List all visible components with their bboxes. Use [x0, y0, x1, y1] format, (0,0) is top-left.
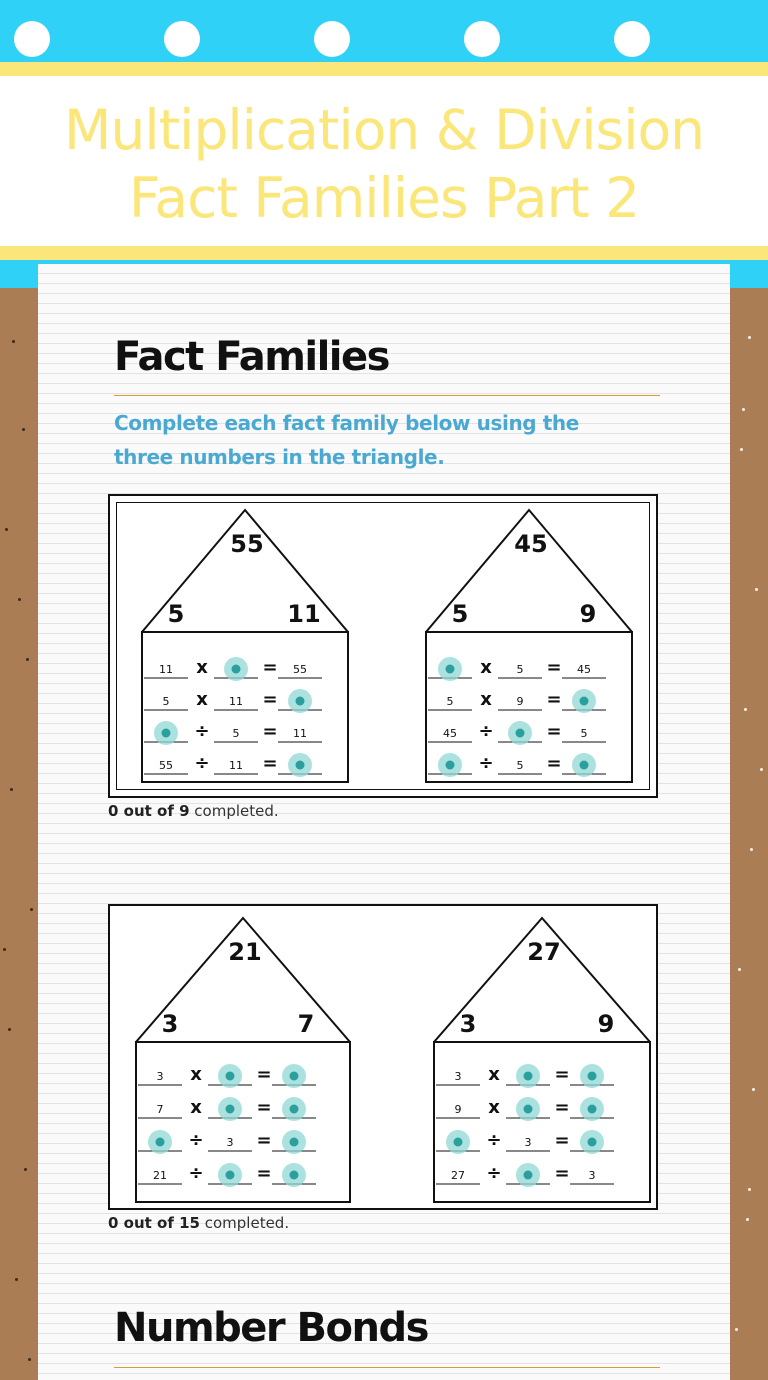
equals-symbol: =	[554, 1064, 570, 1085]
drop-target-dot	[226, 1105, 235, 1114]
drop-target-dot	[162, 729, 171, 738]
equation-row	[436, 1064, 614, 1088]
equation-number: 5	[580, 727, 588, 740]
equation-number: 45	[443, 727, 457, 740]
triangle-right-number: 9	[597, 1010, 615, 1038]
fact-family-worksheet-1	[108, 494, 658, 798]
equation-number: 5	[516, 663, 524, 676]
equation-number: 5	[446, 695, 454, 708]
equals-symbol: =	[554, 1130, 570, 1151]
answer-drop-target[interactable]	[224, 657, 248, 681]
cork-speckle	[748, 1188, 751, 1191]
drop-target-dot	[446, 761, 455, 770]
drop-target-dot	[226, 1171, 235, 1180]
equation-number: 11	[159, 663, 173, 676]
answer-drop-target[interactable]	[438, 657, 462, 681]
operator-symbol: x	[196, 689, 208, 710]
cork-speckle	[750, 848, 753, 851]
equals-symbol: =	[546, 753, 562, 774]
equals-symbol: =	[546, 721, 562, 742]
answer-drop-target[interactable]	[282, 1064, 306, 1088]
fact-family-house	[426, 510, 632, 782]
drop-target-dot	[580, 761, 589, 770]
cork-speckle	[744, 708, 747, 711]
cork-speckle	[746, 1218, 749, 1221]
cork-speckle	[735, 1328, 738, 1331]
equation-number: 11	[293, 727, 307, 740]
equals-symbol: =	[262, 689, 278, 710]
equation-row	[144, 689, 322, 713]
operator-symbol: ÷	[194, 753, 210, 774]
equation-number: 27	[451, 1169, 465, 1182]
drop-target-dot	[290, 1072, 299, 1081]
equation-row	[138, 1163, 316, 1187]
operator-symbol: x	[196, 657, 208, 678]
operator-symbol: ÷	[486, 1163, 502, 1184]
cork-speckle	[30, 908, 33, 911]
drop-target-dot	[156, 1138, 165, 1147]
section-divider	[114, 395, 660, 396]
section-heading-number-bonds: Number Bonds	[114, 1305, 428, 1351]
drop-target-dot	[232, 665, 241, 674]
drop-target-dot	[454, 1138, 463, 1147]
equals-symbol: =	[546, 657, 562, 678]
cork-speckle	[760, 768, 763, 771]
operator-symbol: x	[480, 689, 492, 710]
answer-drop-target[interactable]	[516, 1064, 540, 1088]
section-heading-fact-families: Fact Families	[114, 334, 389, 380]
triangle-left-number: 5	[451, 600, 469, 628]
answer-drop-target[interactable]	[516, 1097, 540, 1121]
banner-stripe	[0, 62, 768, 76]
completion-count-1: 0 out of 9	[108, 802, 190, 820]
equation-number: 9	[516, 695, 524, 708]
equation-row	[144, 721, 322, 745]
fact-family-worksheet-1-graphic	[110, 496, 656, 796]
fact-family-house	[142, 510, 348, 782]
drop-target-dot	[516, 729, 525, 738]
house-body	[136, 1042, 350, 1202]
section-divider	[114, 1367, 660, 1368]
operator-symbol: ÷	[478, 753, 494, 774]
instructions-line-2: three numbers in the triangle.	[114, 445, 445, 469]
drop-target-dot	[226, 1072, 235, 1081]
instructions-line-1: Complete each fact family below using the	[114, 411, 579, 435]
triangle-left-number: 3	[459, 1010, 477, 1038]
cork-speckle	[738, 968, 741, 971]
equation-number: 9	[454, 1103, 462, 1116]
equation-row	[138, 1130, 316, 1154]
cork-speckle	[12, 340, 15, 343]
answer-drop-target[interactable]	[438, 753, 462, 777]
completion-label-2: completed.	[199, 1214, 290, 1232]
equation-row	[428, 753, 606, 777]
answer-drop-target[interactable]	[218, 1097, 242, 1121]
completion-count-2: 0 out of 15	[108, 1214, 200, 1232]
equation-row	[428, 689, 606, 713]
banner-dot	[614, 21, 650, 57]
equals-symbol: =	[554, 1097, 570, 1118]
answer-drop-target[interactable]	[288, 753, 312, 777]
drop-target-dot	[446, 665, 455, 674]
answer-drop-target[interactable]	[580, 1064, 604, 1088]
triangle-left-number: 5	[167, 600, 185, 628]
operator-symbol: x	[488, 1097, 500, 1118]
equation-row	[436, 1097, 614, 1121]
equation-row	[436, 1130, 614, 1154]
equation-row	[138, 1097, 316, 1121]
drop-target-dot	[588, 1072, 597, 1081]
cork-speckle	[26, 658, 29, 661]
answer-drop-target[interactable]	[580, 1130, 604, 1154]
cork-speckle	[15, 1278, 18, 1281]
equation-number: 55	[293, 663, 307, 676]
answer-drop-target[interactable]	[516, 1163, 540, 1187]
cork-speckle	[5, 528, 8, 531]
triangle-right-number: 7	[297, 1010, 315, 1038]
drop-target-dot	[296, 761, 305, 770]
equation-number: 5	[232, 727, 240, 740]
fact-family-worksheet-2-graphic	[110, 906, 656, 1208]
triangle-right-number: 9	[579, 600, 597, 628]
banner-dot	[164, 21, 200, 57]
cork-speckle	[8, 1028, 11, 1031]
banner-dot	[464, 21, 500, 57]
cork-speckle	[18, 598, 21, 601]
drop-target-dot	[524, 1105, 533, 1114]
instructions	[114, 406, 654, 474]
equals-symbol: =	[256, 1097, 272, 1118]
equation-number: 3	[226, 1136, 234, 1149]
answer-drop-target[interactable]	[282, 1097, 306, 1121]
equation-number: 55	[159, 759, 173, 772]
equals-symbol: =	[554, 1163, 570, 1184]
equation-row	[144, 657, 322, 681]
cork-speckle	[740, 448, 743, 451]
equals-symbol: =	[546, 689, 562, 710]
drop-target-dot	[588, 1105, 597, 1114]
operator-symbol: ÷	[478, 721, 494, 742]
banner-stripe	[0, 246, 768, 260]
drop-target-dot	[290, 1105, 299, 1114]
operator-symbol: x	[190, 1064, 202, 1085]
answer-drop-target[interactable]	[572, 689, 596, 713]
answer-drop-target[interactable]	[282, 1163, 306, 1187]
equation-number: 21	[153, 1169, 167, 1182]
equation-number: 45	[577, 663, 591, 676]
polka-dot-banner	[0, 0, 768, 62]
operator-symbol: ÷	[486, 1130, 502, 1151]
equation-row	[436, 1163, 614, 1187]
operator-symbol: x	[190, 1097, 202, 1118]
drop-target-dot	[580, 697, 589, 706]
drop-target-dot	[588, 1138, 597, 1147]
equation-row	[428, 657, 606, 681]
cork-speckle	[755, 588, 758, 591]
equation-number: 3	[588, 1169, 596, 1182]
cork-speckle	[748, 336, 751, 339]
equation-row	[428, 721, 606, 745]
cork-speckle	[752, 1088, 755, 1091]
drop-target-dot	[524, 1072, 533, 1081]
page-title	[0, 96, 768, 232]
completion-label-1: completed.	[189, 802, 279, 820]
equation-row	[144, 753, 322, 777]
drop-target-dot	[290, 1171, 299, 1180]
answer-drop-target[interactable]	[446, 1130, 470, 1154]
triangle-right-number: 11	[287, 600, 321, 628]
triangle-left-number: 3	[161, 1010, 179, 1038]
operator-symbol: x	[488, 1064, 500, 1085]
answer-drop-target[interactable]	[148, 1130, 172, 1154]
drop-target-dot	[524, 1171, 533, 1180]
triangle-top-number: 55	[230, 530, 264, 558]
drop-target-dot	[290, 1138, 299, 1147]
equals-symbol: =	[256, 1064, 272, 1085]
cork-speckle	[3, 948, 6, 951]
equals-symbol: =	[262, 721, 278, 742]
completion-status-1	[108, 802, 279, 820]
answer-drop-target[interactable]	[580, 1097, 604, 1121]
cork-speckle	[24, 1168, 27, 1171]
equation-number: 11	[229, 695, 243, 708]
cork-speckle	[22, 428, 25, 431]
answer-drop-target[interactable]	[572, 753, 596, 777]
equals-symbol: =	[256, 1130, 272, 1151]
page-title-line-1: Multiplication & Division	[64, 98, 704, 162]
equation-number: 3	[454, 1070, 462, 1083]
equation-number: 3	[524, 1136, 532, 1149]
operator-symbol: ÷	[188, 1130, 204, 1151]
cork-speckle	[742, 408, 745, 411]
fact-family-house	[434, 918, 650, 1202]
fact-family-worksheet-2	[108, 904, 658, 1210]
equals-symbol: =	[262, 753, 278, 774]
equation-number: 5	[516, 759, 524, 772]
triangle-top-number: 27	[527, 938, 561, 966]
equation-number: 7	[156, 1103, 164, 1116]
equals-symbol: =	[256, 1163, 272, 1184]
drop-target-dot	[296, 697, 305, 706]
banner-dot	[314, 21, 350, 57]
house-body	[434, 1042, 650, 1202]
operator-symbol: ÷	[194, 721, 210, 742]
cork-speckle	[10, 788, 13, 791]
page-title-line-2: Fact Families Part 2	[128, 166, 640, 230]
answer-drop-target[interactable]	[508, 721, 532, 745]
answer-drop-target[interactable]	[218, 1064, 242, 1088]
equals-symbol: =	[262, 657, 278, 678]
operator-symbol: ÷	[188, 1163, 204, 1184]
equation-row	[138, 1064, 316, 1088]
banner-dot	[14, 21, 50, 57]
answer-drop-target[interactable]	[154, 721, 178, 745]
answer-drop-target[interactable]	[282, 1130, 306, 1154]
equation-number: 11	[229, 759, 243, 772]
equation-number: 5	[162, 695, 170, 708]
answer-drop-target[interactable]	[288, 689, 312, 713]
triangle-top-number: 21	[228, 938, 262, 966]
completion-status-2	[108, 1214, 289, 1232]
equation-number: 3	[156, 1070, 164, 1083]
triangle-top-number: 45	[514, 530, 548, 558]
operator-symbol: x	[480, 657, 492, 678]
cork-speckle	[28, 1358, 31, 1361]
answer-drop-target[interactable]	[218, 1163, 242, 1187]
fact-family-house	[136, 918, 350, 1202]
